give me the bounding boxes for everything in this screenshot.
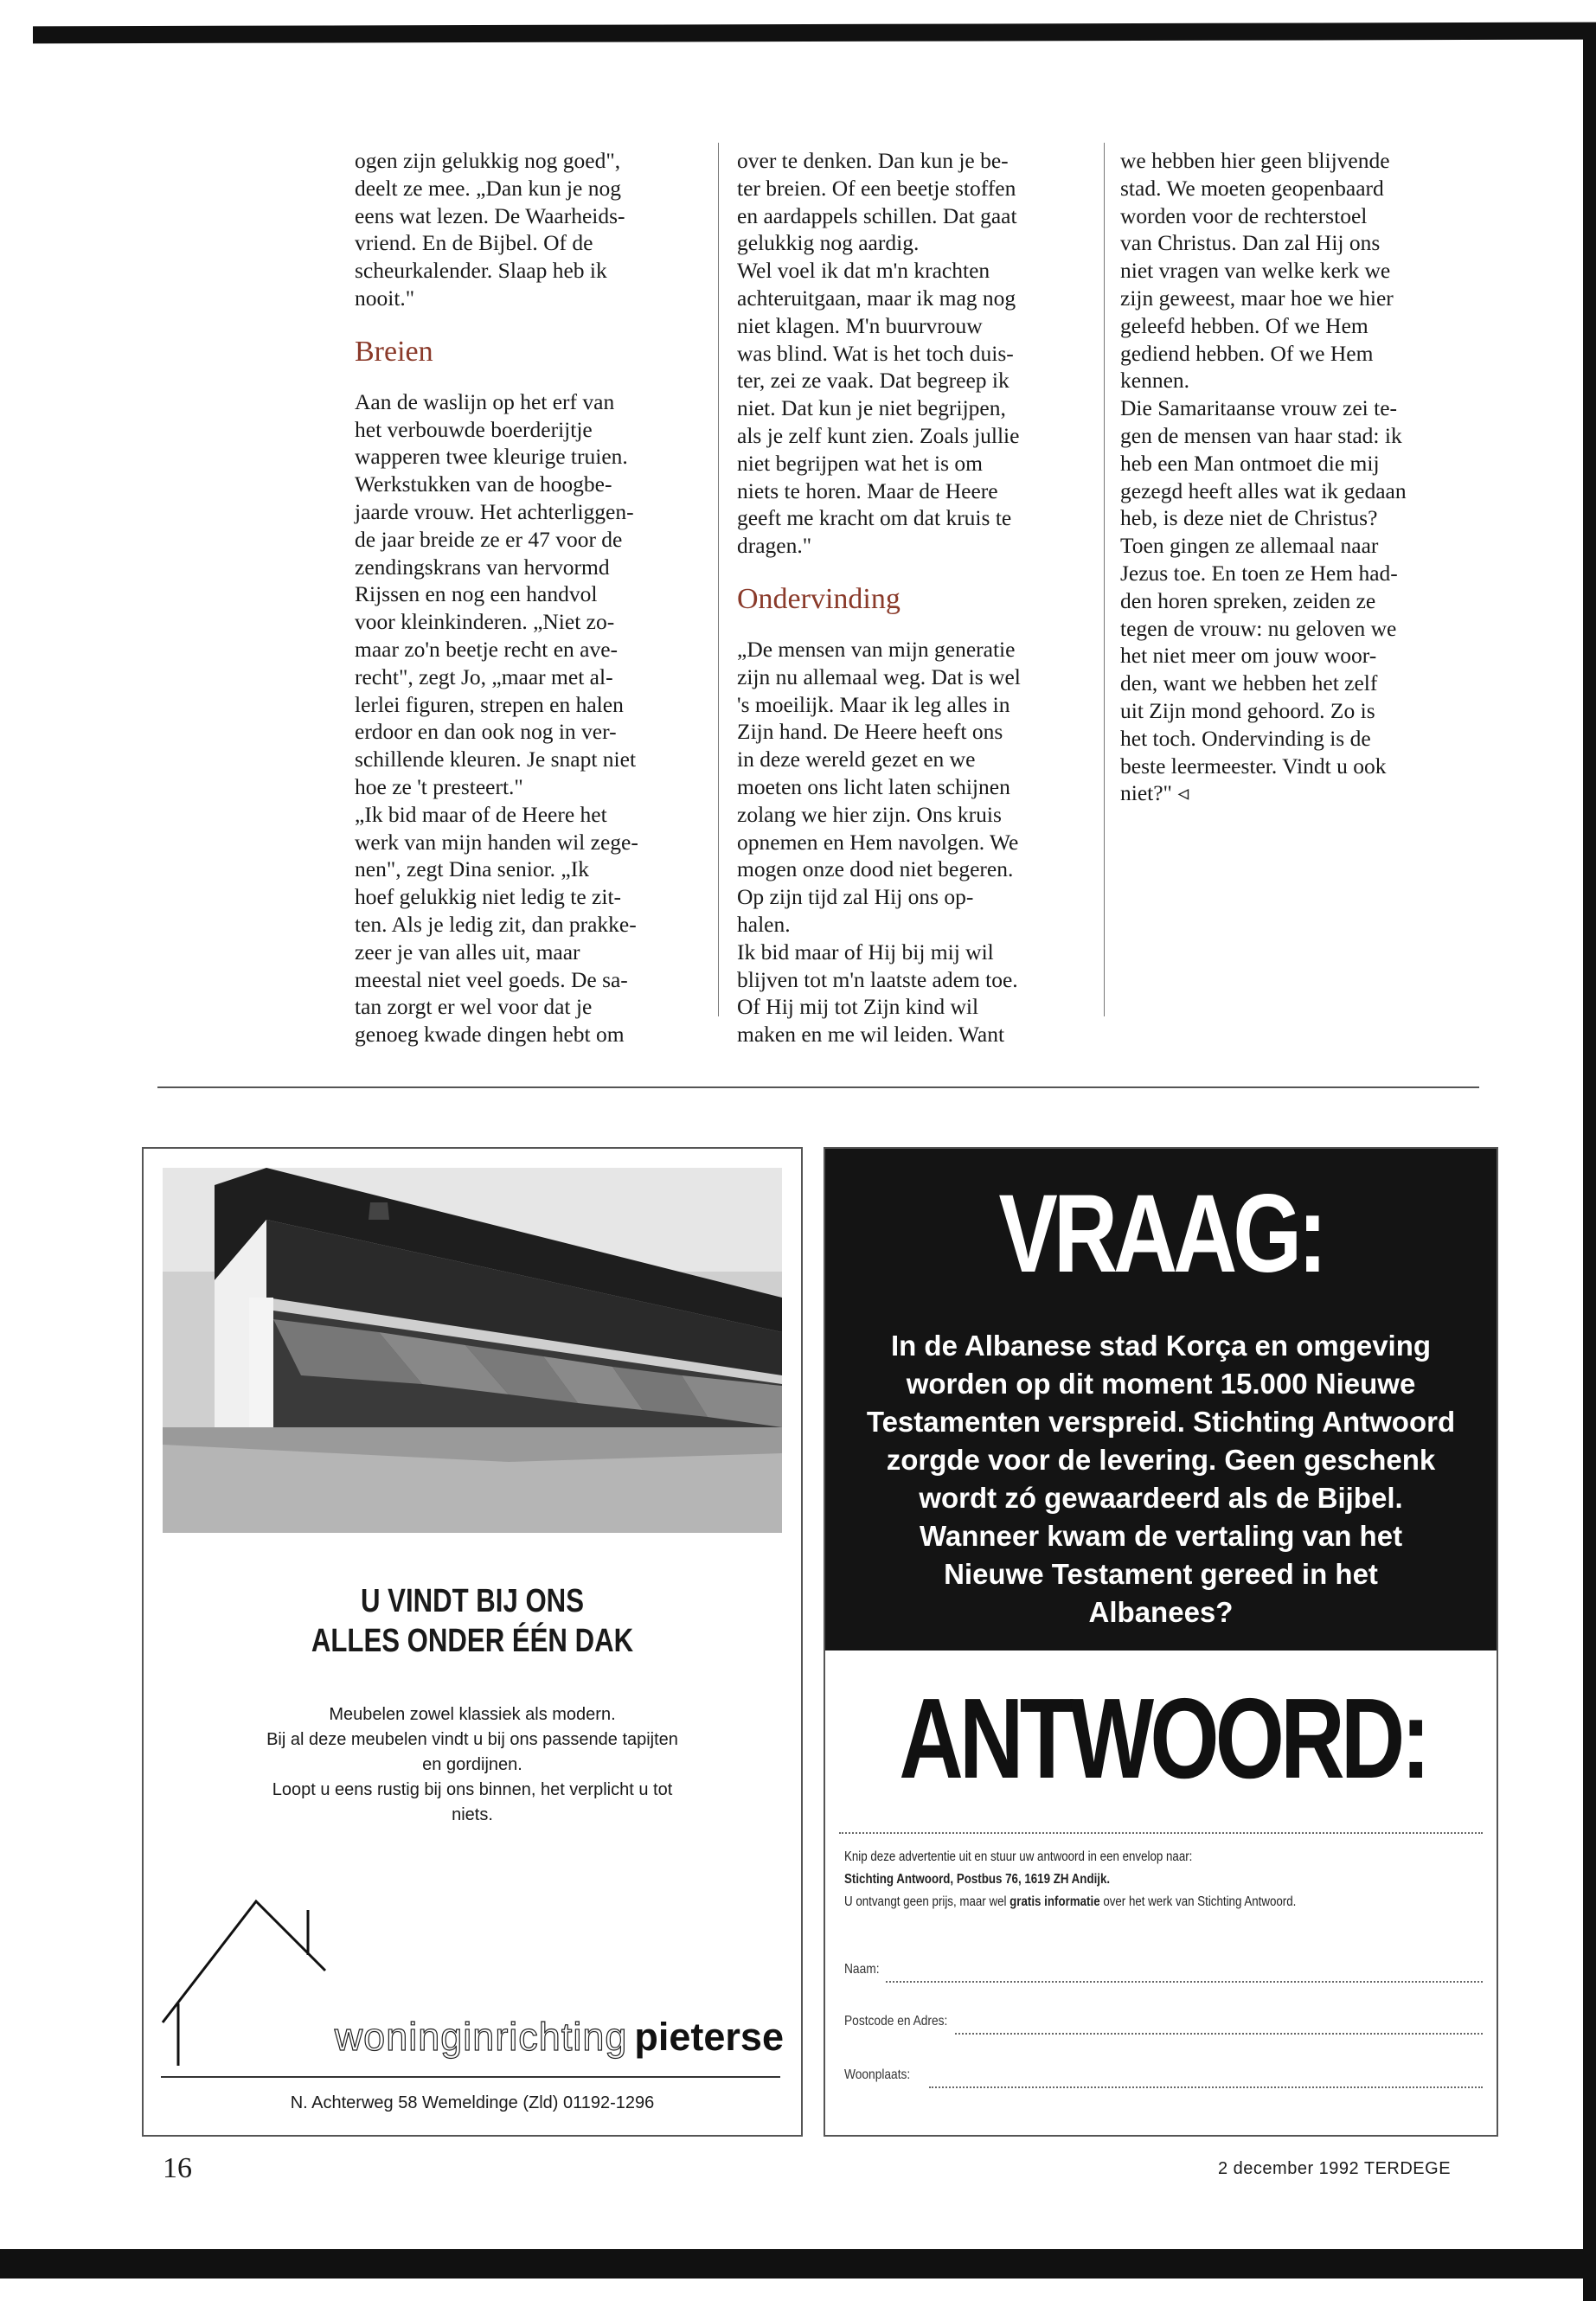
answer-logo: ANTWOORD:: [899, 1675, 1427, 1802]
address-field-label: Postcode en Adres:: [844, 2014, 948, 2029]
paragraph: Aan de waslijn op het erf van het verbouwde boerderijtje wapperen twee kleurige truien. Werkstukken van de hoogbe- jaarde vrouw. Het achterliggen- de jaar breide ze er 47 voor de zendingskrans van hervormd Rijssen en nog een handvol voor kleinkinderen. „Niet zo- maar zo'n beetje recht en ave- recht", zegt Jo, „maar met al- lerlei figuren, strepen en halen erdoor en dan ook nog in ver- schillende kleuren. Je snapt niet hoe ze 't presteert." „Ik bid maar of de Heere het werk van mijn handen wil zege- nen", zegt Dina senior. „Ik hoef gelukkig niet ledig te zit- ten. Als je ledig zit, dan prakke- zeer je van alles uit, maar meestal niet veel goeds. De sa- tan zorgt er wel voor dat je genoeg kwade dingen hebt om: [355, 388, 638, 1048]
store-photo: [163, 1168, 782, 1533]
ad-body-text: Meubelen zowel klassiek als modern. Bij al deze meubelen vindt u bij ons passende tapijten en gordijnen. Loopt u eens rustig bij ons binnen, het verplicht u tot niets.: [266, 1705, 678, 1824]
page-number: 16: [163, 2152, 192, 2184]
issue-date: 2 december 1992 TERDEGE: [1218, 2159, 1452, 2178]
name-field-label: Naam:: [844, 1962, 880, 1977]
article-column-3: [1120, 147, 1484, 807]
paragraph: over te denken. Dan kun je be- ter breien. Of een beetje stoffen en aardappels schillen. Dat gaat gelukkig nog aardig. Wel voel ik dat m'n krachten achteruitgaan, maar ik mag nog niet klagen. M'n buurvrouw was blind. Wat is het toch duis- ter, zei ze vaak. Dat begreep ik niet. Dat kun je niet begrijpen, als je zelf kunt zien. Zoals jullie niet begrijpen wat het is om niets te horen. Maar de Heere geeft me kracht om dat kruis te dragen.": [737, 148, 1020, 559]
furniture-advertisement: [142, 1147, 803, 2137]
brand-logo: woninginrichting pieterse: [334, 2015, 784, 2059]
city-field-label: Woonplaats:: [844, 2067, 911, 2082]
section-heading: Breien: [355, 335, 433, 368]
article-column-2: [737, 147, 1083, 1048]
column-divider: [718, 143, 719, 1016]
divider: [161, 2076, 780, 2078]
section-heading: Ondervinding: [737, 582, 901, 615]
section-divider: [157, 1086, 1479, 1088]
column-divider: [1104, 143, 1105, 1016]
scan-border-right: [1583, 24, 1596, 2301]
address-field[interactable]: [955, 2033, 1483, 2035]
ad-headline: U VINDT BIJ ONS ALLES ONDER ÉÉN DAK: [311, 1583, 634, 1659]
article-column-1: [355, 147, 683, 1048]
paragraph: ogen zijn gelukkig nog goed", deelt ze mee. „Dan kun je nog eens wat lezen. De Waarheids- vriend. En de Bijbel. Of de scheurkalender. Slaap heb ik nooit.": [355, 148, 625, 311]
clip-instructions: Knip deze advertentie uit en stuur uw antwoord in een envelop naar: Stichting Antwoord, Postbus 76, 1619 ZH Andijk. U ontvangt geen prijs, maar wel gratis informatie over het werk van Stichting Antwoord.: [844, 1849, 1297, 1909]
paragraph: we hebben hier geen blijvende stad. We moeten geopenbaard worden voor de rechterstoel van Christus. Dan zal Hij ons niet vragen van welke kerk we zijn geweest, maar hoe we hier geleefd hebben. Of we Hem gediend hebben. Of we Hem kennen. Die Samaritaanse vrouw zei te- gen de mensen van haar stad: ik heb een Man ontmoet die mij gezegd heeft alles wat ik gedaan heb, is deze niet de Christus? Toen gingen ze allemaal naar Jezus toe. En toen ze Hem had- den horen spreken, zeiden ze tegen de vrouw: nu geloven we het niet meer om jouw woor- den, want we hebben het zelf uit Zijn mond gehoord. Zo is het toch. Ondervinding is de beste leermeester. Vindt u ook niet?" ◃: [1120, 148, 1407, 806]
paragraph: „De mensen van mijn generatie zijn nu allemaal weg. Dat is wel 's moeilijk. Maar ik leg alles in Zijn hand. De Heere heeft ons in deze wereld gezet en we moeten ons licht laten schijnen zolang we hier zijn. Ons kruis opnemen en Hem navolgen. We mogen onze dood niet begeren. Op zijn tijd zal Hij ons op- halen. Ik bid maar of Hij bij mij wil blijven tot m'n laatste adem toe. Of Hij mij tot Zijn kind wil maken en me wil leiden. Want: [737, 636, 1021, 1048]
bible-question-advertisement: [824, 1147, 1498, 2137]
question-title: VRAAG:: [998, 1172, 1324, 1296]
scan-border-bottom: [0, 2249, 1596, 2279]
question-panel: [825, 1149, 1497, 1650]
question-text: In de Albanese stad Korça en omgeving worden op dit moment 15.000 Nieuwe Testamenten verspreid. Stichting Antwoord zorgde voor de levering. Geen geschenk wordt zó gewaardeerd als de Bijbel. Wanneer kwam de vertaling van het Nieuwe Testament gereed in het Albanees?: [866, 1330, 1456, 1628]
name-field[interactable]: [886, 1981, 1483, 1983]
shop-address: N. Achterweg 58 Wemeldinge (Zld) 01192-1296: [290, 2093, 655, 2112]
city-field[interactable]: [929, 2086, 1483, 2088]
cut-line: [839, 1832, 1483, 1834]
scan-border-top: [33, 22, 1596, 44]
